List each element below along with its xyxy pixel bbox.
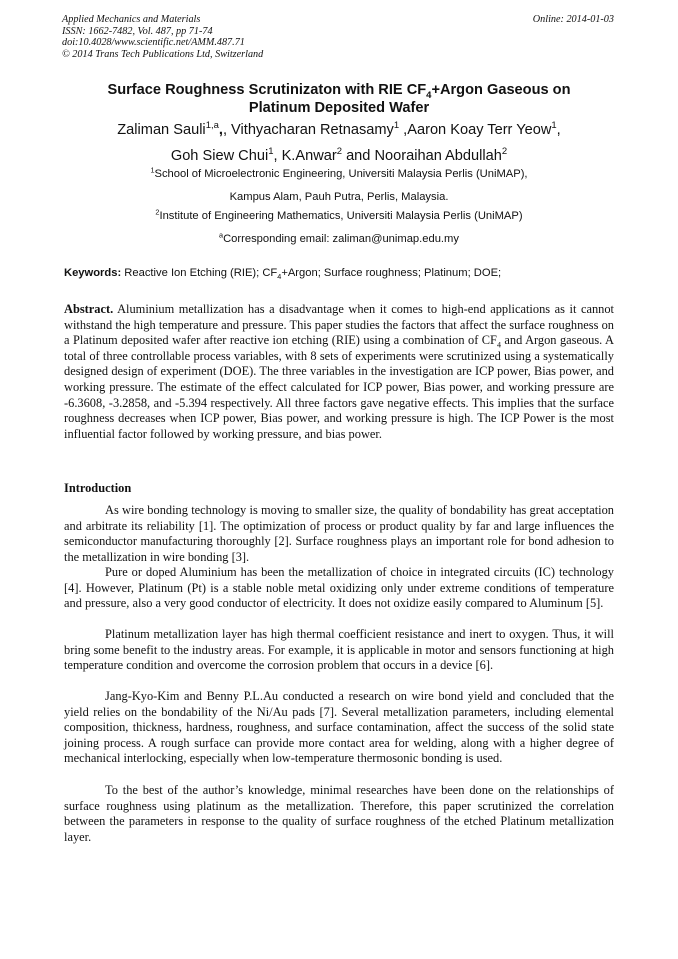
author-line-2: Goh Siew Chui$^1$, K.Anwar$^2$ and Nooraihan Abdullah$^2$ [170,146,508,164]
affiliation-1-line-2: Kampus Alam, Pauh Putra, Perlis, Malaysia. [229,191,449,203]
abstract-label: Abstract. [64,302,114,316]
intro-paragraph-1: As wire bonding technology is moving to smaller size, the quality of bondability has great acceptation and arbitrate its reliability [1]. The optimization of process or product quality by far and large influences the semiconductor manufacturing thoroughly [2]. Surface roughness plays an important role for bond adhesion to the metallization in wire bonding [3]. [64,503,614,564]
issn-line: ISSN: 1662-7482, Vol. 487, pp 71-74 [62,25,213,37]
title-line-1: Surface Roughness Scrutinizaton with RIE $CF_4+Argon$ Gaseous on [107,82,571,101]
author-line-1: Zaliman Sauli$^{1,a}$,, Vithyacharan Retnasamy$^1$ ,Aaron Koay Terr Yeow$^1$, [117,120,561,138]
introduction-heading: Introduction [64,481,132,495]
intro-paragraph-5: To the best of the author’s knowledge, minimal researches have been done on the relationships of surface roughness using platinum as the metallization. Therefore, this paper scrutinized the correlation between the parameters in response to the quality of surface roughness of the etched Platinum metallization layer. [64,783,614,844]
abstract: Abstract. Aluminium metallization has a disadvantage when it comes to high-end applications as it cannot withstand the high temperature and pressure. This paper studies the factors that affect the surface roughness on a Platinum deposited wafer after reactive ion etching (RIE) using a combination of $CF_4$ and Argon gaseous. A total of three controllable process variables, with 8 sets of experiments were scrutinized using a systematically designed design of experiment (DOE). The three variables in the investigation are ICP power, Bias power, and working pressure. The estimate of the effect calculated for ICP power, Bias power, and working pressure are -6.3608, -3.2858, and -5.394 respectively. All three factors gave negative effects. This implies that the surface roughness decreases when ICP power, Bias power, and working pressure is high. The ICP Power is the most influential factor followed by working pressure, and bias power. [64,302,614,441]
author-list [58,117,620,169]
corresponding-email: $^a$Corresponding email: zaliman@unimap.edu.my [219,230,459,245]
title-line-2: Platinum Deposited Wafer [248,100,430,116]
keywords-label: Keywords: [64,267,122,279]
doi-line: doi:10.4028/www.scientific.net/AMM.487.71 [62,37,245,49]
online-date: Online: 2014-01-03 [532,14,614,25]
keywords: Keywords: Reactive Ion Etching (RIE); $CF_4+Argon$; Surface roughness; Platinum; DOE; [64,267,502,282]
journal-name: Applied Mechanics and Materials [62,14,201,25]
intro-paragraph-4: Jang-Kyo-Kim and Benny P.L.Au conducted a research on wire bond yield and concluded that the yield relies on the bondability of the Ni/Au pads [7]. Several metallization parameters, including elemental composition, thickness, hardness, roughness, and surface contamination, affect the success of the solid state joining process. A rough surface can provide more contact area for welding, along with a higher degree of mechanical interlocking, especially when low-temperature thermosonic bonding is used. [64,689,614,766]
paper-title [60,81,618,117]
affiliation-2: $^2$Institute of Engineering Mathematics, Universiti Malaysia Perlis (UniMAP) [155,207,523,222]
intro-paragraph-2: Pure or doped Aluminium has been the metallization of choice in integrated circuits (IC) technology [4]. However, Platinum (Pt) is a stable noble metal oxidizing only under extreme conditions of temperature and pressure, also a very good conductor of electricity. It does not oxidize easily compared to Aluminum [5]. [64,565,614,611]
intro-paragraph-3: Platinum metallization layer has high thermal coefficient resistance and inert to oxygen. Thus, it will bring some benefit to the industry areas. For example, it is applicable in motor and sensors functioning at high temperature condition and overcome the corrosion problem that occurs in a device [6]. [64,627,614,673]
affiliation-1: $^1$School of Microelectronic Engineering, Universiti Malaysia Perlis (UniMAP), [150,165,528,180]
copyright-line: © 2014 Trans Tech Publications Ltd, Switzerland [62,48,264,60]
journal-header [62,14,263,60]
